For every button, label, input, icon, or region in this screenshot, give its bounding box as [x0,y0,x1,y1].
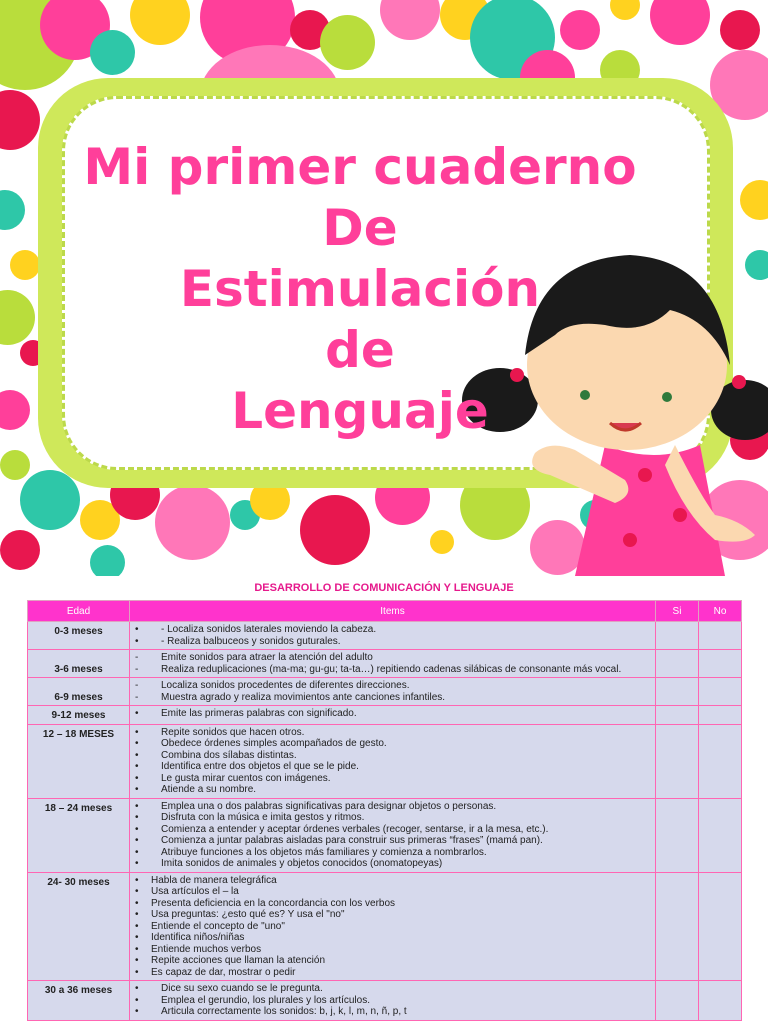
list-item [133,708,652,720]
checkbox-no[interactable] [699,981,742,1021]
list-item [133,727,652,739]
list-item [133,624,652,636]
item-text: Comienza a entender y aceptar órdenes verbales (recoger, sentarse, ir a la mesa, etc.). [161,823,549,835]
checkbox-si[interactable] [656,706,699,725]
item-text: - Localiza sonidos laterales moviendo la cabeza. [161,624,377,635]
list-item [133,955,652,967]
bullet: • [135,624,139,635]
bullet: • [135,726,139,738]
bullet: • [135,635,139,647]
checkbox-no[interactable] [699,706,742,725]
checkbox-si[interactable] [656,678,699,706]
list-item [133,636,652,648]
item-text: Presenta deficiencia en la concordancia con los verbos [151,897,396,909]
bullet: • [135,800,139,812]
cover-title-line-4: de [325,321,395,379]
items-cell [130,622,656,650]
list-item [133,858,652,870]
checkbox-si[interactable] [656,622,699,650]
table-row [28,981,742,1021]
bullet: • [135,1006,139,1017]
bullet: • [135,994,139,1006]
item-text: Articula correctamente los sonidos: b, j, k, l, m, n, ñ, p, t [161,1006,407,1017]
bullet: • [135,983,139,994]
list-item [133,1006,652,1018]
item-text: Identifica niños/niñas [151,932,245,943]
bullet: • [135,772,139,784]
list-item [133,909,652,921]
list-item [133,967,652,979]
checklist-table [27,600,742,1021]
items-cell [130,724,656,798]
bullet: • [135,966,139,978]
bullet: • [135,784,139,795]
checkbox-no[interactable] [699,650,742,678]
items-cell [130,981,656,1021]
item-text: Usa artículos el – la [151,886,239,897]
header-edad: Edad [28,601,130,622]
list-item [133,812,652,824]
list-item [133,847,652,859]
item-text: Identifica entre dos objetos el que se le pide. [161,761,359,772]
list-item [133,750,652,762]
list-item [133,995,652,1007]
list-item [133,898,652,910]
checkbox-si[interactable] [656,724,699,798]
header-items: Items [130,601,656,622]
item-text: Atiende a su nombre. [161,784,257,795]
items-cell [130,678,656,706]
age-cell: 12 – 18 MESES [28,724,130,798]
bullet: - [135,680,139,691]
age-cell: 0-3 meses [28,622,130,650]
checkbox-no[interactable] [699,724,742,798]
age-cell: 9-12 meses [28,706,130,725]
age-cell: 18 – 24 meses [28,798,130,872]
list-item [133,921,652,933]
item-text: Le gusta mirar cuentos con imágenes. [161,772,331,784]
bullet: • [135,835,139,846]
item-text: Disfruta con la música e imita gestos y ritmos. [161,812,365,823]
table-row [28,678,742,706]
table-row [28,872,742,981]
list-item [133,932,652,944]
list-item [133,801,652,813]
bullet: • [135,943,139,955]
item-text: Habla de manera telegráfica [151,874,277,886]
item-text: Emite sonidos para atraer la atención del adulto [161,652,373,663]
item-text: Usa preguntas: ¿esto qué es? Y usa el "no" [151,909,345,920]
item-text: Combina dos sílabas distintas. [161,749,297,761]
item-text: Localiza sonidos procedentes de diferentes direcciones. [161,680,410,691]
item-text: Emplea una o dos palabras significativas para designar objetos o personas. [161,800,497,812]
bullet: • [135,749,139,761]
items-cell [130,706,656,725]
table-row [28,724,742,798]
item-text: Muestra agrado y realiza movimientos ante canciones infantiles. [161,691,446,703]
checkbox-si[interactable] [656,872,699,981]
list-item [133,983,652,995]
checkbox-si[interactable] [656,981,699,1021]
bullet: • [135,761,139,772]
bullet: • [135,897,139,909]
bullet: - [135,652,139,663]
age-cell: 3-6 meses [28,650,130,678]
items-cell [130,798,656,872]
bullet: - [135,691,139,703]
list-item [133,944,652,956]
bullet: • [135,955,139,966]
list-item [133,773,652,785]
bullet: • [135,738,139,749]
cover-title-line-5: Lenguaje [231,382,489,440]
cover-title-line-1: Mi primer cuaderno [83,138,637,196]
table-row [28,622,742,650]
items-cell [130,650,656,678]
list-item [133,738,652,750]
bullet: • [135,886,139,897]
checkbox-no[interactable] [699,872,742,981]
item-text: Atribuye funciones a los objetos más familiares y comienza a nombrarlos. [161,846,487,858]
item-text: Dice su sexo cuando se le pregunta. [161,983,323,994]
bullet: • [135,846,139,858]
item-text: Emite las primeras palabras con significado. [161,708,357,719]
checkbox-no[interactable] [699,678,742,706]
list-item [133,875,652,887]
checkbox-si[interactable] [656,650,699,678]
item-text: Es capaz de dar, mostrar o pedir [151,966,296,978]
table-row [28,650,742,678]
bullet: • [135,920,139,932]
header-si: Si [656,601,699,622]
item-text: Emplea el gerundio, los plurales y los artículos. [161,994,370,1006]
age-cell: 24- 30 meses [28,872,130,981]
list-item [133,664,652,676]
header-no: No [699,601,742,622]
table-row [28,706,742,725]
item-text: Entiende muchos verbos [151,943,262,955]
bullet: • [135,708,139,719]
item-text: Realiza reduplicaciones (ma-ma; gu-gu; ta-ta…) repitiendo cadenas silábicas de consonante más vocal. [161,663,622,675]
bullet: • [135,909,139,920]
list-item [133,680,652,692]
item-text: Obedece órdenes simples acompañados de gesto. [161,738,387,749]
cover-title [40,137,680,442]
bullet: - [135,663,139,675]
table-row [28,798,742,872]
cover-title-line-2: De [322,199,398,257]
bullet: • [135,812,139,823]
list-item [133,652,652,664]
development-checklist [0,576,768,1024]
bullet: • [135,932,139,943]
item-text: Imita sonidos de animales y objetos conocidos (onomatopeyas) [161,858,443,869]
checkbox-no[interactable] [699,798,742,872]
checkbox-no[interactable] [699,622,742,650]
table-title: DESARROLLO DE COMUNICACIÓN Y LENGUAJE [254,582,514,594]
list-item [133,835,652,847]
age-cell: 30 a 36 meses [28,981,130,1021]
item-text: Comienza a juntar palabras aisladas para construir sus primeras “frases” (mamá pan). [161,835,543,846]
item-text: Repite acciones que llaman la atención [151,955,325,966]
list-item [133,692,652,704]
cover-title-line-3: Estimulación [179,260,541,318]
bullet: • [135,858,139,869]
checkbox-si[interactable] [656,798,699,872]
bullet: • [135,874,139,886]
list-item [133,886,652,898]
table-header-row [28,601,742,622]
item-text: - Realiza balbuceos y sonidos guturales. [161,635,341,647]
list-item [133,824,652,836]
items-cell [130,872,656,981]
item-text: Entiende el concepto de "uno" [151,920,285,932]
list-item [133,761,652,773]
bullet: • [135,823,139,835]
item-text: Repite sonidos que hacen otros. [161,726,305,738]
age-cell: 6-9 meses [28,678,130,706]
list-item [133,784,652,796]
